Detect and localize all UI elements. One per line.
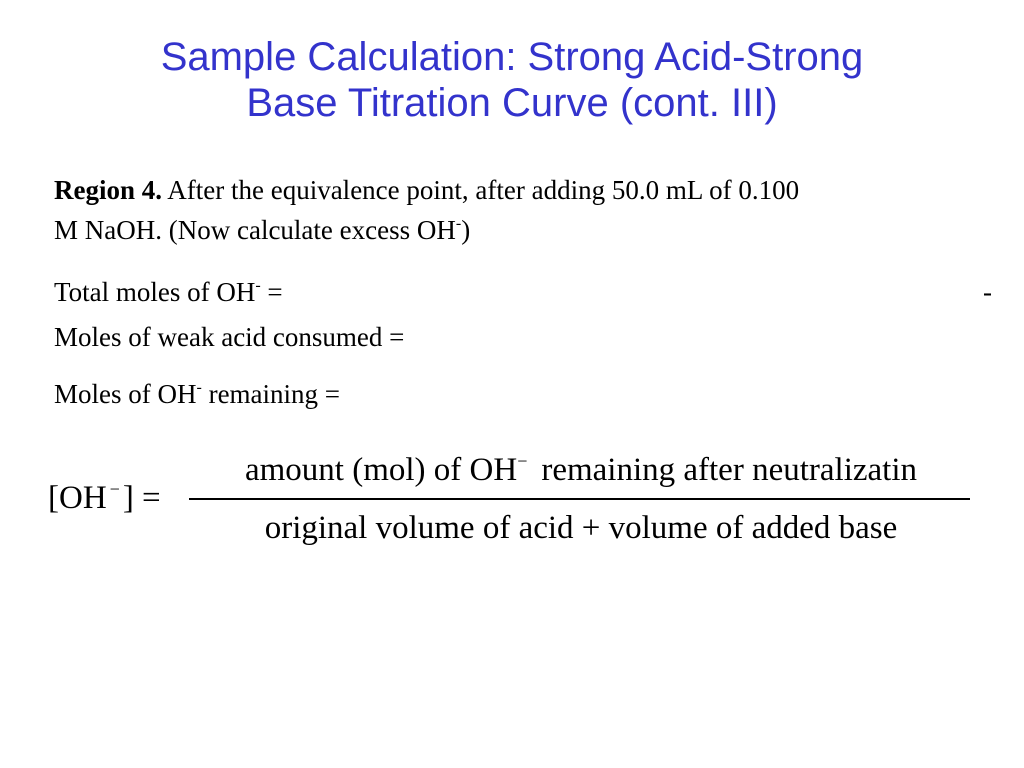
trailing-dash: -	[983, 277, 992, 307]
formula-numerator	[192, 450, 970, 494]
formula-lhs-sup: −	[109, 479, 120, 499]
region4-closing: )	[461, 215, 471, 245]
remaining-suffix: remaining =	[201, 379, 341, 409]
numerator-sup: −	[517, 451, 528, 471]
total-moles-suffix: =	[260, 277, 283, 307]
title-line-1: Sample Calculation: Strong Acid-Strong	[160, 35, 864, 79]
fraction-bar	[189, 498, 970, 500]
formula-denominator: original volume of acid + volume of added base	[264, 510, 898, 546]
title-line-2: Base Titration Curve (cont. III)	[246, 81, 778, 125]
region4-text-line2: M NaOH. (Now calculate excess OH	[54, 215, 456, 245]
total-moles-sup: -	[255, 277, 261, 294]
weak-acid-consumed: Moles of weak acid consumed =	[54, 322, 405, 352]
slide-title	[40, 34, 984, 126]
numerator-suffix: remaining after neutralizatin	[541, 452, 917, 488]
region4-paragraph	[54, 170, 799, 255]
moles-paragraph	[54, 272, 404, 357]
formula-lhs	[48, 478, 161, 522]
remaining-sup: -	[196, 379, 202, 396]
region4-superscript: -	[455, 215, 462, 232]
formula-lhs-close: ] =	[122, 480, 161, 516]
region4-text-line1: After the equivalence point, after adding 50.0 mL of 0.100	[167, 175, 800, 205]
total-moles-prefix: Total moles of OH	[54, 277, 256, 307]
remaining-prefix: Moles of OH	[54, 379, 197, 409]
formula-lhs-open: [OH	[48, 480, 107, 516]
remaining-paragraph	[54, 374, 340, 419]
numerator-prefix: amount (mol) of OH	[244, 452, 518, 488]
region4-label: Region 4.	[54, 175, 162, 205]
